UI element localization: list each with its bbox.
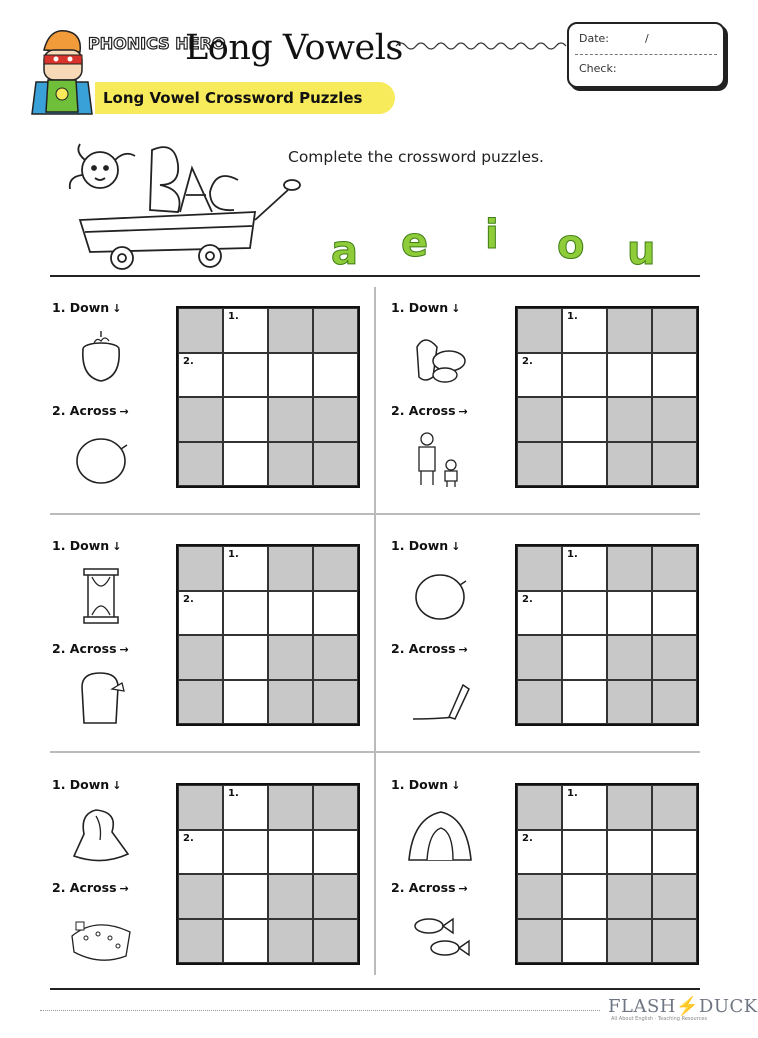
answer-cell[interactable]	[652, 591, 697, 636]
answer-cell[interactable]	[313, 353, 358, 398]
blocked-cell	[517, 874, 562, 919]
answer-cell[interactable]	[313, 830, 358, 875]
blocked-cell	[517, 919, 562, 964]
answer-cell[interactable]	[607, 591, 652, 636]
cake-icon	[66, 327, 136, 389]
blocked-cell	[313, 680, 358, 725]
answer-cell[interactable]	[268, 591, 313, 636]
arrow-down-icon: ↓	[112, 779, 122, 792]
down-clue-number: 1.	[567, 788, 578, 799]
crossword-grid	[515, 783, 699, 965]
father-and-child-icon	[405, 429, 475, 491]
game-board-icon	[66, 906, 136, 968]
row-divider	[50, 751, 700, 753]
answer-cell[interactable]	[652, 830, 697, 875]
check-label: Check:	[579, 62, 617, 75]
vowel-letters	[325, 212, 685, 276]
blocked-cell	[607, 919, 652, 964]
arrow-right-icon: →	[458, 643, 468, 656]
blocked-cell	[652, 785, 697, 830]
blocked-cell	[268, 397, 313, 442]
date-slash: /	[645, 32, 649, 45]
answer-cell[interactable]	[562, 308, 607, 353]
crossword-grid	[176, 544, 360, 726]
answer-cell[interactable]	[223, 874, 268, 919]
blocked-cell	[652, 874, 697, 919]
blocked-cell	[268, 919, 313, 964]
down-clue-label: 1. Down ↓	[52, 538, 122, 553]
answer-cell[interactable]	[562, 830, 607, 875]
blocked-cell	[268, 635, 313, 680]
answer-cell[interactable]	[223, 353, 268, 398]
blocked-cell	[517, 546, 562, 591]
answer-cell[interactable]	[313, 591, 358, 636]
blocked-cell	[607, 308, 652, 353]
blocked-cell	[178, 785, 223, 830]
down-clue-number: 1.	[228, 549, 239, 560]
flash-duck-logo	[608, 996, 758, 1026]
child-in-abc-wagon-icon	[60, 140, 305, 272]
blocked-cell	[607, 874, 652, 919]
footer-tagline: All About English · Teaching Resources	[611, 1016, 708, 1022]
blocked-cell	[178, 680, 223, 725]
blocked-cell	[178, 874, 223, 919]
answer-cell[interactable]	[562, 785, 607, 830]
answer-cell[interactable]	[562, 591, 607, 636]
across-clue-label: 2. Across →	[52, 880, 129, 895]
down-clue-number: 1.	[567, 549, 578, 560]
cave-icon	[405, 804, 475, 866]
blocked-cell	[313, 785, 358, 830]
lemon-icon	[66, 429, 136, 491]
answer-cell[interactable]	[562, 919, 607, 964]
instruction-text: Complete the crossword puzzles.	[288, 148, 544, 166]
blocked-cell	[517, 635, 562, 680]
answer-cell[interactable]	[517, 591, 562, 636]
blocked-cell	[652, 919, 697, 964]
page-title: Long Vowels	[185, 28, 403, 68]
crossword-grid	[176, 783, 360, 965]
vowel-u: u	[627, 228, 656, 274]
food-plate-icon	[405, 327, 475, 389]
across-clue-label: 2. Across →	[391, 641, 468, 656]
blocked-cell	[517, 308, 562, 353]
blocked-cell	[268, 442, 313, 487]
logo-wordmark: PHONICS HERO	[88, 34, 226, 53]
answer-cell[interactable]	[223, 830, 268, 875]
answer-cell[interactable]	[562, 442, 607, 487]
down-clue-label: 1. Down ↓	[391, 538, 461, 553]
answer-cell[interactable]	[517, 830, 562, 875]
arrow-right-icon: →	[458, 882, 468, 895]
answer-cell[interactable]	[562, 680, 607, 725]
blocked-cell	[607, 680, 652, 725]
blocked-cell	[313, 546, 358, 591]
blocked-cell	[652, 442, 697, 487]
down-clue-label: 1. Down ↓	[391, 300, 461, 315]
blocked-cell	[607, 785, 652, 830]
pen-writing-icon	[405, 667, 475, 729]
blocked-cell	[178, 546, 223, 591]
vowel-a: a	[331, 228, 358, 274]
arrow-right-icon: →	[119, 405, 129, 418]
lemon-icon	[405, 565, 475, 627]
subtitle: Long Vowel Crossword Puzzles	[103, 89, 363, 107]
down-clue-label: 1. Down ↓	[52, 777, 122, 792]
answer-cell[interactable]	[607, 830, 652, 875]
arrow-down-icon: ↓	[112, 302, 122, 315]
blocked-cell	[178, 919, 223, 964]
arrow-right-icon: →	[119, 643, 129, 656]
blocked-cell	[652, 546, 697, 591]
toast-icon	[66, 667, 136, 729]
robe-icon	[66, 804, 136, 866]
answer-cell[interactable]	[652, 353, 697, 398]
down-clue-label: 1. Down ↓	[391, 777, 461, 792]
across-clue-label: 2. Across →	[391, 403, 468, 418]
fish-icon	[405, 906, 475, 968]
blocked-cell	[268, 546, 313, 591]
answer-cell[interactable]	[178, 830, 223, 875]
across-clue-number: 2.	[183, 832, 194, 844]
answer-cell[interactable]	[517, 353, 562, 398]
across-clue-number: 2.	[522, 832, 533, 844]
crossword-grid	[515, 306, 699, 488]
answer-cell[interactable]	[178, 591, 223, 636]
answer-cell[interactable]	[562, 546, 607, 591]
top-rule	[50, 275, 700, 277]
answer-cell[interactable]	[268, 830, 313, 875]
answer-cell[interactable]	[562, 353, 607, 398]
blocked-cell	[313, 919, 358, 964]
answer-cell[interactable]	[223, 308, 268, 353]
blocked-cell	[607, 397, 652, 442]
vowel-i: i	[485, 212, 499, 258]
blocked-cell	[268, 785, 313, 830]
blocked-cell	[268, 874, 313, 919]
arrow-down-icon: ↓	[112, 540, 122, 553]
blocked-cell	[178, 635, 223, 680]
footer-dotted-line	[40, 1010, 600, 1011]
answer-cell[interactable]	[223, 785, 268, 830]
blocked-cell	[517, 680, 562, 725]
answer-cell[interactable]	[223, 680, 268, 725]
blocked-cell	[652, 308, 697, 353]
blocked-cell	[313, 308, 358, 353]
answer-cell[interactable]	[223, 635, 268, 680]
down-clue-number: 1.	[567, 311, 578, 322]
blocked-cell	[178, 397, 223, 442]
blocked-cell	[178, 442, 223, 487]
answer-cell[interactable]	[178, 353, 223, 398]
answer-cell[interactable]	[223, 546, 268, 591]
date-check-box	[567, 22, 725, 88]
vowel-e: e	[401, 220, 429, 266]
down-clue-number: 1.	[228, 311, 239, 322]
vowel-o: o	[557, 222, 585, 268]
down-clue-number: 1.	[228, 788, 239, 799]
blocked-cell	[517, 397, 562, 442]
answer-cell[interactable]	[223, 591, 268, 636]
answer-cell[interactable]	[268, 353, 313, 398]
blocked-cell	[607, 442, 652, 487]
across-clue-label: 2. Across →	[391, 880, 468, 895]
across-clue-label: 2. Across →	[52, 403, 129, 418]
blocked-cell	[313, 397, 358, 442]
crossword-grid	[176, 306, 360, 488]
blocked-cell	[652, 635, 697, 680]
blocked-cell	[268, 308, 313, 353]
date-divider	[575, 54, 717, 55]
arrow-down-icon: ↓	[451, 540, 461, 553]
across-clue-number: 2.	[522, 355, 533, 367]
crossword-grid	[515, 544, 699, 726]
arrow-right-icon: →	[458, 405, 468, 418]
hourglass-icon	[66, 565, 136, 627]
blocked-cell	[313, 635, 358, 680]
blocked-cell	[652, 680, 697, 725]
across-clue-number: 2.	[522, 593, 533, 605]
blocked-cell	[268, 680, 313, 725]
arrow-right-icon: →	[119, 882, 129, 895]
bottom-rule	[50, 988, 700, 990]
date-label: Date:	[579, 32, 609, 45]
footer-brand: FLASH⚡DUCK	[608, 996, 758, 1017]
down-clue-label: 1. Down ↓	[52, 300, 122, 315]
answer-cell[interactable]	[562, 874, 607, 919]
answer-cell[interactable]	[223, 919, 268, 964]
row-divider	[50, 513, 700, 515]
blocked-cell	[313, 442, 358, 487]
hero-character-icon	[32, 31, 92, 114]
blocked-cell	[313, 874, 358, 919]
across-clue-number: 2.	[183, 593, 194, 605]
blocked-cell	[517, 785, 562, 830]
answer-cell[interactable]	[562, 635, 607, 680]
wavy-divider	[396, 38, 571, 52]
across-clue-number: 2.	[183, 355, 194, 367]
arrow-down-icon: ↓	[451, 302, 461, 315]
blocked-cell	[517, 442, 562, 487]
blocked-cell	[607, 635, 652, 680]
subtitle-banner	[95, 82, 395, 114]
blocked-cell	[178, 308, 223, 353]
blocked-cell	[607, 546, 652, 591]
column-divider	[374, 287, 376, 975]
across-clue-label: 2. Across →	[52, 641, 129, 656]
answer-cell[interactable]	[223, 442, 268, 487]
arrow-down-icon: ↓	[451, 779, 461, 792]
answer-cell[interactable]	[607, 353, 652, 398]
answer-cell[interactable]	[562, 397, 607, 442]
blocked-cell	[652, 397, 697, 442]
answer-cell[interactable]	[223, 397, 268, 442]
